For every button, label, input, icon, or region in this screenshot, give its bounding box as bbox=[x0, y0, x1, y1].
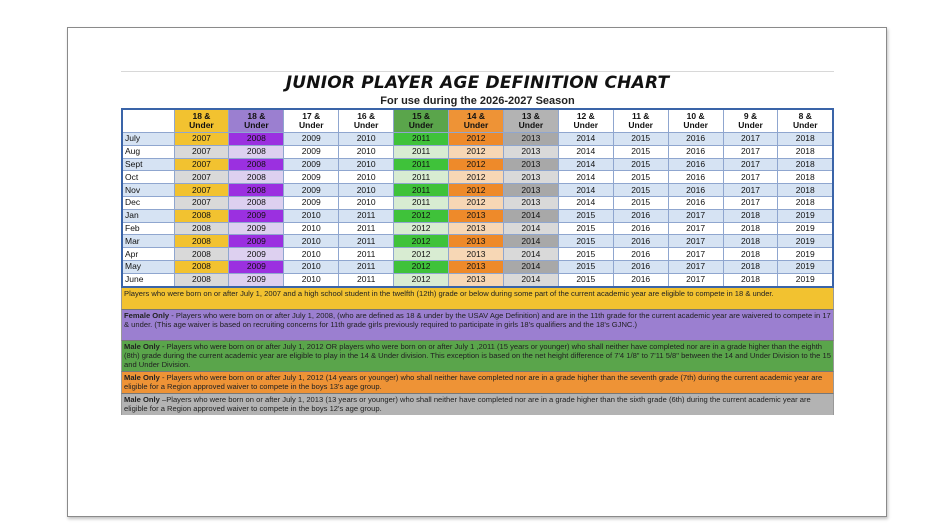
year-cell: 2012 bbox=[449, 196, 504, 209]
month-cell: Oct bbox=[122, 171, 174, 184]
month-cell: Apr bbox=[122, 248, 174, 261]
year-cell: 2015 bbox=[558, 260, 613, 273]
table-row bbox=[122, 196, 833, 209]
note-lead: Female Only bbox=[124, 310, 170, 320]
month-cell: Dec bbox=[122, 196, 174, 209]
year-cell: 2011 bbox=[339, 248, 394, 261]
year-cell: 2017 bbox=[668, 260, 723, 273]
year-cell: 2012 bbox=[394, 209, 449, 222]
eligibility-note bbox=[121, 288, 834, 309]
year-cell: 2010 bbox=[284, 260, 339, 273]
year-cell: 2012 bbox=[449, 158, 504, 171]
note-lead: Male Only bbox=[124, 394, 160, 404]
year-cell: 2007 bbox=[174, 171, 229, 184]
eligibility-note bbox=[121, 393, 834, 415]
year-cell: 2018 bbox=[723, 260, 778, 273]
year-cell: 2013 bbox=[503, 184, 558, 197]
year-cell: 2010 bbox=[339, 145, 394, 158]
year-cell: 2015 bbox=[613, 145, 668, 158]
year-cell: 2013 bbox=[503, 145, 558, 158]
month-cell: July bbox=[122, 133, 174, 146]
year-cell: 2014 bbox=[558, 171, 613, 184]
year-cell: 2009 bbox=[284, 145, 339, 158]
year-cell: 2019 bbox=[778, 248, 833, 261]
year-cell: 2018 bbox=[723, 248, 778, 261]
year-cell: 2008 bbox=[229, 158, 284, 171]
year-cell: 2008 bbox=[174, 260, 229, 273]
year-cell: 2013 bbox=[449, 248, 504, 261]
year-cell: 2009 bbox=[229, 222, 284, 235]
year-cell: 2017 bbox=[723, 133, 778, 146]
year-cell: 2015 bbox=[558, 248, 613, 261]
note-text: Players who were born on or after July 1, 2007 and a high school student in the twelfth (12th) grade or below during some part of the current academic year are eligible to compete in 18 & under. bbox=[124, 288, 774, 298]
year-cell: 2017 bbox=[723, 196, 778, 209]
table-row bbox=[122, 171, 833, 184]
year-cell: 2017 bbox=[723, 158, 778, 171]
year-cell: 2011 bbox=[339, 235, 394, 248]
year-cell: 2014 bbox=[503, 222, 558, 235]
month-cell: Aug bbox=[122, 145, 174, 158]
year-cell: 2018 bbox=[778, 196, 833, 209]
year-cell: 2018 bbox=[778, 171, 833, 184]
year-cell: 2017 bbox=[723, 171, 778, 184]
chart-subtitle: For use during the 2026-2027 Season bbox=[380, 95, 575, 107]
year-cell: 2008 bbox=[174, 235, 229, 248]
year-cell: 2011 bbox=[339, 260, 394, 273]
year-cell: 2015 bbox=[613, 184, 668, 197]
year-cell: 2014 bbox=[503, 260, 558, 273]
year-cell: 2010 bbox=[284, 235, 339, 248]
year-cell: 2016 bbox=[668, 158, 723, 171]
year-cell: 2010 bbox=[339, 196, 394, 209]
year-cell: 2015 bbox=[558, 209, 613, 222]
year-cell: 2009 bbox=[229, 248, 284, 261]
year-cell: 2014 bbox=[503, 235, 558, 248]
year-cell: 2016 bbox=[613, 222, 668, 235]
year-cell: 2014 bbox=[503, 273, 558, 286]
age-group-header: 10 & Under bbox=[668, 109, 723, 133]
year-cell: 2011 bbox=[394, 171, 449, 184]
year-cell: 2008 bbox=[174, 273, 229, 286]
year-cell: 2009 bbox=[229, 209, 284, 222]
year-cell: 2013 bbox=[449, 209, 504, 222]
year-cell: 2014 bbox=[558, 158, 613, 171]
age-group-header: 16 & Under bbox=[339, 109, 394, 133]
year-cell: 2011 bbox=[339, 222, 394, 235]
table-body bbox=[122, 133, 833, 287]
age-group-header: 14 & Under bbox=[449, 109, 504, 133]
year-cell: 2007 bbox=[174, 184, 229, 197]
month-cell: Mar bbox=[122, 235, 174, 248]
year-cell: 2008 bbox=[229, 171, 284, 184]
year-cell: 2011 bbox=[339, 273, 394, 286]
table-row bbox=[122, 158, 833, 171]
year-cell: 2012 bbox=[394, 260, 449, 273]
year-cell: 2018 bbox=[778, 133, 833, 146]
year-cell: 2017 bbox=[668, 235, 723, 248]
table-row bbox=[122, 209, 833, 222]
age-group-header: 18 & Under bbox=[229, 109, 284, 133]
year-cell: 2018 bbox=[723, 235, 778, 248]
table-row bbox=[122, 273, 833, 286]
header-row bbox=[122, 109, 833, 133]
year-cell: 2009 bbox=[284, 171, 339, 184]
year-cell: 2018 bbox=[778, 184, 833, 197]
year-cell: 2011 bbox=[394, 133, 449, 146]
year-cell: 2015 bbox=[613, 158, 668, 171]
month-cell: June bbox=[122, 273, 174, 286]
year-cell: 2011 bbox=[394, 145, 449, 158]
eligibility-note bbox=[121, 371, 834, 393]
year-cell: 2009 bbox=[284, 133, 339, 146]
year-cell: 2013 bbox=[449, 273, 504, 286]
year-cell: 2018 bbox=[723, 273, 778, 286]
month-header bbox=[122, 109, 174, 133]
table-row bbox=[122, 184, 833, 197]
year-cell: 2009 bbox=[284, 158, 339, 171]
year-cell: 2019 bbox=[778, 260, 833, 273]
year-cell: 2017 bbox=[668, 222, 723, 235]
year-cell: 2019 bbox=[778, 209, 833, 222]
year-cell: 2016 bbox=[668, 133, 723, 146]
year-cell: 2019 bbox=[778, 222, 833, 235]
year-cell: 2017 bbox=[668, 248, 723, 261]
year-cell: 2013 bbox=[503, 133, 558, 146]
year-cell: 2016 bbox=[668, 196, 723, 209]
year-cell: 2016 bbox=[613, 273, 668, 286]
year-cell: 2010 bbox=[284, 209, 339, 222]
age-group-header: 12 & Under bbox=[558, 109, 613, 133]
year-cell: 2008 bbox=[229, 196, 284, 209]
year-cell: 2013 bbox=[503, 171, 558, 184]
note-lead: Male Only bbox=[124, 341, 160, 351]
eligibility-notes bbox=[121, 288, 834, 415]
year-cell: 2011 bbox=[394, 158, 449, 171]
year-cell: 2009 bbox=[284, 184, 339, 197]
age-group-header: 15 & Under bbox=[394, 109, 449, 133]
age-group-header: 8 & Under bbox=[778, 109, 833, 133]
year-cell: 2013 bbox=[503, 158, 558, 171]
table-row bbox=[122, 145, 833, 158]
year-cell: 2018 bbox=[778, 145, 833, 158]
year-cell: 2017 bbox=[723, 184, 778, 197]
table-row bbox=[122, 222, 833, 235]
year-cell: 2017 bbox=[668, 209, 723, 222]
year-cell: 2008 bbox=[229, 145, 284, 158]
eligibility-note bbox=[121, 340, 834, 371]
table-row bbox=[122, 260, 833, 273]
year-cell: 2007 bbox=[174, 145, 229, 158]
year-cell: 2007 bbox=[174, 196, 229, 209]
year-cell: 2008 bbox=[229, 184, 284, 197]
year-cell: 2010 bbox=[284, 248, 339, 261]
note-text: - Players who were born on or after July 1, 2012 OR players who were born on or after July 1 ,2011 (15 years or younger) who shall neither have completed nor are in a grade higher than the eighth (8th) grade during the current academic year are eligible to play in the 14 & Under division. This exception is based on the net height difference of 7'4 1/8" to 7'11 5/8" between the 14 and Under Division to the 15 and Under Division. bbox=[124, 341, 831, 369]
year-cell: 2015 bbox=[558, 222, 613, 235]
age-group-header: 17 & Under bbox=[284, 109, 339, 133]
year-cell: 2012 bbox=[394, 222, 449, 235]
year-cell: 2015 bbox=[613, 196, 668, 209]
year-cell: 2013 bbox=[449, 222, 504, 235]
note-text: - Players who were born on or after July 1, 2012 (14 years or younger) who shall neither have completed nor are in a grade higher than the seventh grade (7th) during the current academic year are eligible for a Region approved waiver to compete in the boys 13's age group. bbox=[124, 372, 823, 391]
table-row bbox=[122, 133, 833, 146]
year-cell: 2016 bbox=[668, 184, 723, 197]
month-cell: Nov bbox=[122, 184, 174, 197]
year-cell: 2011 bbox=[339, 209, 394, 222]
month-cell: Sept bbox=[122, 158, 174, 171]
month-cell: May bbox=[122, 260, 174, 273]
age-chart bbox=[121, 71, 834, 415]
year-cell: 2015 bbox=[558, 273, 613, 286]
year-cell: 2015 bbox=[613, 133, 668, 146]
year-cell: 2011 bbox=[394, 196, 449, 209]
year-cell: 2014 bbox=[503, 248, 558, 261]
year-cell: 2014 bbox=[558, 133, 613, 146]
year-cell: 2012 bbox=[394, 273, 449, 286]
year-cell: 2011 bbox=[394, 184, 449, 197]
year-cell: 2010 bbox=[339, 184, 394, 197]
year-cell: 2009 bbox=[229, 235, 284, 248]
year-cell: 2016 bbox=[613, 248, 668, 261]
year-cell: 2012 bbox=[449, 145, 504, 158]
year-cell: 2012 bbox=[449, 171, 504, 184]
table-row bbox=[122, 235, 833, 248]
year-cell: 2014 bbox=[558, 196, 613, 209]
age-group-header: 18 & Under bbox=[174, 109, 229, 133]
table-row bbox=[122, 248, 833, 261]
year-cell: 2016 bbox=[613, 260, 668, 273]
year-cell: 2009 bbox=[229, 260, 284, 273]
year-cell: 2007 bbox=[174, 133, 229, 146]
year-cell: 2014 bbox=[558, 184, 613, 197]
year-cell: 2010 bbox=[284, 273, 339, 286]
note-text: - Players who were born on or after July 1, 2008, (who are defined as 18 & under by the USAV Age Definition) and are in the 11th grade for the current academic year are waivered to compete in 17 & under. (This age waiver is based on recruiting concerns for 11th grade girls previously required to participate in girls 18's qualifiers and the 18's GJNC.) bbox=[124, 310, 831, 329]
year-cell: 2015 bbox=[558, 235, 613, 248]
year-cell: 2018 bbox=[723, 209, 778, 222]
year-cell: 2012 bbox=[449, 184, 504, 197]
month-cell: Feb bbox=[122, 222, 174, 235]
year-cell: 2018 bbox=[778, 158, 833, 171]
note-text: –Players who were born on or after July 1, 2013 (13 years or younger) who shall neither have completed nor are in a grade higher than the sixth grade (6th) during the current academic year are eligible for a Region approved waiver to compete in the boys 12's age group. bbox=[124, 394, 811, 413]
year-cell: 2013 bbox=[449, 260, 504, 273]
age-group-header: 13 & Under bbox=[503, 109, 558, 133]
year-cell: 2015 bbox=[613, 171, 668, 184]
age-table bbox=[121, 108, 834, 288]
eligibility-note bbox=[121, 309, 834, 340]
year-cell: 2019 bbox=[778, 273, 833, 286]
year-cell: 2012 bbox=[394, 248, 449, 261]
year-cell: 2012 bbox=[394, 235, 449, 248]
year-cell: 2010 bbox=[339, 158, 394, 171]
age-group-header: 11 & Under bbox=[613, 109, 668, 133]
year-cell: 2010 bbox=[339, 171, 394, 184]
year-cell: 2014 bbox=[503, 209, 558, 222]
month-cell: Jan bbox=[122, 209, 174, 222]
year-cell: 2007 bbox=[174, 158, 229, 171]
year-cell: 2009 bbox=[284, 196, 339, 209]
year-cell: 2014 bbox=[558, 145, 613, 158]
year-cell: 2012 bbox=[449, 133, 504, 146]
year-cell: 2010 bbox=[339, 133, 394, 146]
chart-title: JUNIOR PLAYER AGE DEFINITION CHART bbox=[121, 71, 834, 94]
year-cell: 2016 bbox=[613, 235, 668, 248]
age-group-header: 9 & Under bbox=[723, 109, 778, 133]
year-cell: 2016 bbox=[613, 209, 668, 222]
year-cell: 2017 bbox=[668, 273, 723, 286]
year-cell: 2016 bbox=[668, 145, 723, 158]
year-cell: 2017 bbox=[723, 145, 778, 158]
year-cell: 2013 bbox=[449, 235, 504, 248]
year-cell: 2013 bbox=[503, 196, 558, 209]
year-cell: 2008 bbox=[174, 248, 229, 261]
year-cell: 2018 bbox=[723, 222, 778, 235]
year-cell: 2019 bbox=[778, 235, 833, 248]
year-cell: 2008 bbox=[174, 222, 229, 235]
year-cell: 2008 bbox=[174, 209, 229, 222]
year-cell: 2008 bbox=[229, 133, 284, 146]
note-lead: Male Only bbox=[124, 372, 160, 382]
year-cell: 2010 bbox=[284, 222, 339, 235]
year-cell: 2016 bbox=[668, 171, 723, 184]
year-cell: 2009 bbox=[229, 273, 284, 286]
